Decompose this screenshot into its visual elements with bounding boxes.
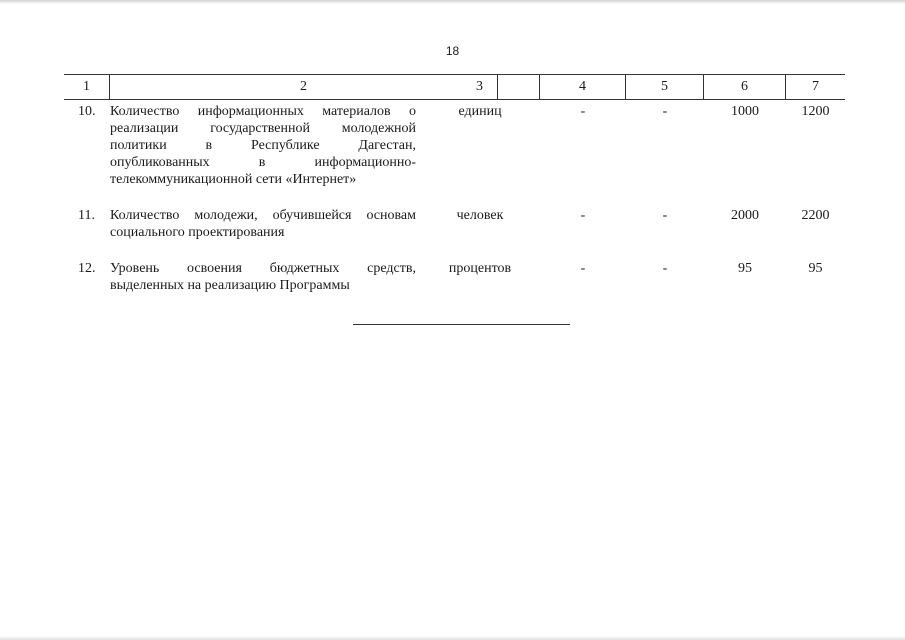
indicator-name-line: Уровень освоения бюджетных средств,	[110, 261, 416, 276]
row-number: 12.	[78, 261, 96, 276]
header-col-1: 1	[64, 75, 110, 99]
value-col-6: 2000	[731, 208, 759, 223]
indicator-name	[110, 207, 416, 241]
indicator-name-line: выделенных на реализацию Программы	[110, 278, 350, 293]
value-col-6: 95	[738, 261, 752, 276]
value-col-5: -	[662, 208, 668, 223]
indicator-name-line: реализации государственной молодежной	[110, 121, 416, 136]
value-col-7: 1200	[801, 104, 830, 119]
value-col-4: -	[580, 261, 586, 276]
value-col-7: 2200	[801, 208, 830, 223]
scan-edge-top	[0, 0, 905, 4]
row-number: 10.	[78, 104, 96, 119]
scan-edge-bottom	[0, 636, 905, 640]
header-col-2: 2	[110, 75, 498, 99]
value-col-7: 95	[808, 261, 823, 276]
value-col-4: -	[580, 104, 586, 119]
indicator-name	[110, 103, 416, 188]
header-col-5: 5	[626, 75, 704, 99]
value-col-4: -	[580, 208, 586, 223]
table-row	[64, 260, 845, 296]
indicator-name-line: политики в Республике Дагестан,	[110, 138, 416, 153]
end-of-table-divider	[353, 324, 570, 325]
page-number: 18	[445, 44, 460, 58]
indicator-name-line: Количество молодежи, обучившейся основам	[110, 208, 416, 223]
unit: человек	[456, 208, 504, 223]
row-number: 11.	[78, 208, 95, 223]
indicator-name-line: телекоммуникационной сети «Интернет»	[110, 172, 357, 187]
unit: единиц	[458, 104, 502, 119]
unit: процентов	[448, 261, 512, 276]
header-col-3: 3	[420, 75, 540, 99]
indicator-name-line: опубликованных в информационно-	[110, 155, 416, 170]
header-col-4: 4	[540, 75, 626, 99]
table-row	[64, 207, 845, 243]
header-col-6: 6	[704, 75, 786, 99]
value-col-6: 1000	[731, 104, 759, 119]
indicator-name	[110, 260, 416, 294]
indicator-name-line: Количество информационных материалов о	[110, 104, 416, 119]
header-col-7: 7	[812, 79, 819, 94]
table-row	[64, 103, 845, 189]
indicator-name-line: социального проектирования	[110, 225, 285, 240]
table-header-row	[64, 74, 845, 100]
value-col-5: -	[662, 261, 668, 276]
value-col-5: -	[662, 104, 668, 119]
